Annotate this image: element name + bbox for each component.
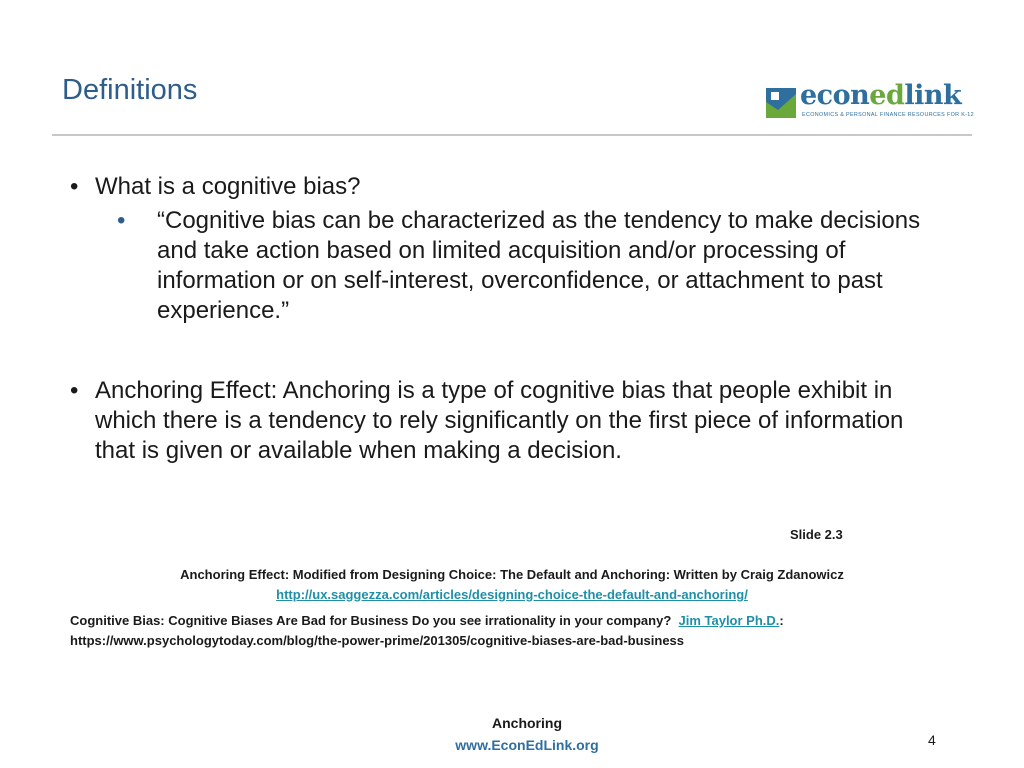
sub-bullet-marker: • <box>117 207 126 234</box>
bullet-text: What is a cognitive bias? <box>95 173 361 200</box>
reference-anchoring: Anchoring Effect: Modified from Designing Choice: The Default and Anchoring: Written by Craig Zdanowicz <box>180 567 844 582</box>
slide-title: Definitions <box>62 74 198 106</box>
logo-word-econ: econ <box>800 80 870 111</box>
bullet-marker: • <box>70 173 79 200</box>
bullet-marker: • <box>70 377 79 404</box>
reference-author-link[interactable]: Jim Taylor Ph.D. <box>678 613 780 628</box>
logo-word-ed: ed <box>869 80 905 111</box>
econedlink-logo <box>766 80 976 122</box>
sub-bullet-text: “Cognitive bias can be characterized as the tendency to make decisions and take action based on limited acquisition and/or processing of information or on self-interest, overconfidence, or attachment to past experience.” <box>157 207 921 324</box>
reference-anchoring-url-row <box>0 587 1024 602</box>
logo-tagline: ECONOMICS & PERSONAL FINANCE RESOURCES FOR K-12 <box>802 112 975 118</box>
reference-bias-text: Cognitive Bias: Cognitive Biases Are Bad for Business Do you see irrationality in your company? <box>70 613 679 628</box>
bullet-text: Anchoring Effect: Anchoring is a type of cognitive bias that people exhibit in which there is a tendency to rely significantly on the first piece of information that is given or available when making a decision. <box>95 377 904 464</box>
logo-mark-icon <box>766 88 796 118</box>
reference-bias-url: https://www.psychologytoday.com/blog/the-power-prime/201305/cognitive-biases-are-bad-business <box>70 633 685 648</box>
reference-anchoring-link[interactable]: http://ux.saggezza.com/articles/designing-choice-the-default-and-anchoring/ <box>276 587 748 602</box>
logo-wordmark <box>800 80 961 111</box>
reference-cognitive-bias <box>70 613 784 628</box>
page-number: 4 <box>928 732 936 748</box>
title-divider <box>52 134 972 136</box>
footer-topic: Anchoring <box>492 715 562 731</box>
slide-label: Slide 2.3 <box>790 527 843 542</box>
logo-word-link: link <box>904 80 962 111</box>
footer-site-link[interactable]: www.EconEdLink.org <box>455 737 599 753</box>
reference-author-suffix: : <box>779 613 784 628</box>
